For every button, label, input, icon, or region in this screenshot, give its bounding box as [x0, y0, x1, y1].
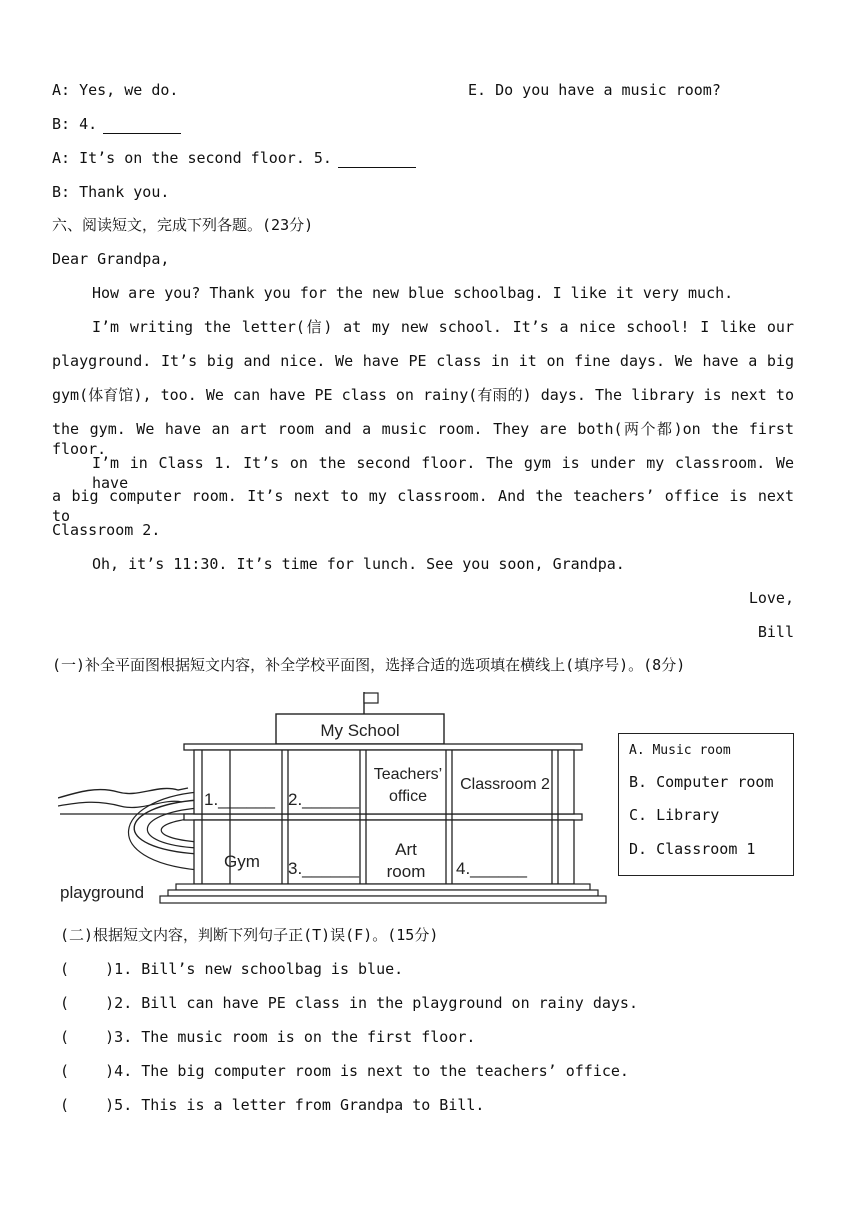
room-gym: Gym: [224, 852, 260, 871]
option-c: C. Library: [629, 806, 720, 824]
option-d: D. Classroom 1: [629, 840, 756, 858]
dialogue-b-4-text: B: 4.: [52, 115, 98, 133]
floor-plan-blank-1: 1.______: [204, 790, 275, 809]
floor-plan-blank-2: 2.______: [288, 790, 359, 809]
judge-item-2: ( )2. Bill can have PE class in the playground on rainy days.: [60, 994, 638, 1012]
dialogue-line-b-4: [52, 114, 181, 134]
section-6-heading: 六、阅读短文，完成下列各题。(23分): [52, 216, 314, 234]
letter-paragraph-3-line-1: I’m in Class 1. It’s on the second floor. The gym is under my classroom. We have: [92, 454, 794, 492]
letter-closing: Love,: [748, 589, 794, 607]
letter-paragraph-2-line-3: gym(体育馆), too. We can have PE class on rainy(有雨的) days. The library is next to: [52, 386, 794, 404]
letter-paragraph-2-line-2: playground. It’s big and nice. We have PE class in it on fine days. We have a big: [52, 352, 794, 370]
floor-plan-blank-4: 4.______: [456, 859, 527, 878]
room-classroom-2: Classroom 2: [460, 776, 550, 793]
letter-paragraph-4: Oh, it’s 11:30. It’s time for lunch. See you soon, Grandpa.: [92, 555, 625, 573]
school-floor-plan: [58, 688, 608, 910]
room-art-line2: room: [386, 862, 426, 881]
letter-paragraph-3-line-2: a big computer room. It’s next to my classroom. And the teachers’ office is next to: [52, 487, 794, 525]
letter-greeting: Dear Grandpa,: [52, 250, 170, 268]
letter-paragraph-1: How are you? Thank you for the new blue schoolbag. I like it very much.: [92, 284, 734, 302]
option-a: A. Music room: [629, 743, 731, 758]
options-box: [618, 733, 794, 876]
part-2-heading: (二)根据短文内容，判断下列句子正(T)误(F)。(15分): [60, 926, 439, 944]
school-sign: My School: [320, 721, 400, 740]
judge-item-3: ( )3. The music room is on the first floor.: [60, 1028, 476, 1046]
answer-blank-5[interactable]: [338, 151, 416, 168]
floor-plan-blank-3: 3.______: [288, 859, 359, 878]
room-teachers-office-line2: office: [389, 788, 427, 805]
option-e: E. Do you have a music room?: [468, 81, 721, 99]
option-b: B. Computer room: [629, 773, 774, 791]
dialogue-line-b-thanks: B: Thank you.: [52, 183, 170, 201]
dialogue-line-a-floor: [52, 148, 416, 168]
room-teachers-office-line1: Teachers’: [373, 766, 443, 783]
judge-item-4: ( )4. The big computer room is next to the teachers’ office.: [60, 1062, 629, 1080]
room-art-line1: Art: [395, 840, 417, 859]
letter-paragraph-2-line-1: I’m writing the letter(信) at my new school. It’s a nice school! I like our: [92, 318, 794, 336]
judge-item-5: ( )5. This is a letter from Grandpa to Bill.: [60, 1096, 485, 1114]
letter-paragraph-2-line-4: the gym. We have an art room and a music room. They are both(两个都)on the first floor.: [52, 420, 794, 458]
answer-blank-4[interactable]: [103, 117, 181, 134]
dialogue-line-a-yes: A: Yes, we do.: [52, 81, 179, 99]
dialogue-a-floor-text: A: It’s on the second floor. 5.: [52, 149, 332, 167]
part-1-heading: (一)补全平面图根据短文内容，补全学校平面图，选择合适的选项填在横线上(填序号)。(8分): [52, 656, 686, 674]
letter-paragraph-3-line-3: Classroom 2.: [52, 521, 161, 539]
playground-label: playground: [60, 883, 145, 902]
letter-signature: Bill: [757, 623, 794, 641]
judge-item-1: ( )1. Bill’s new schoolbag is blue.: [60, 960, 404, 978]
